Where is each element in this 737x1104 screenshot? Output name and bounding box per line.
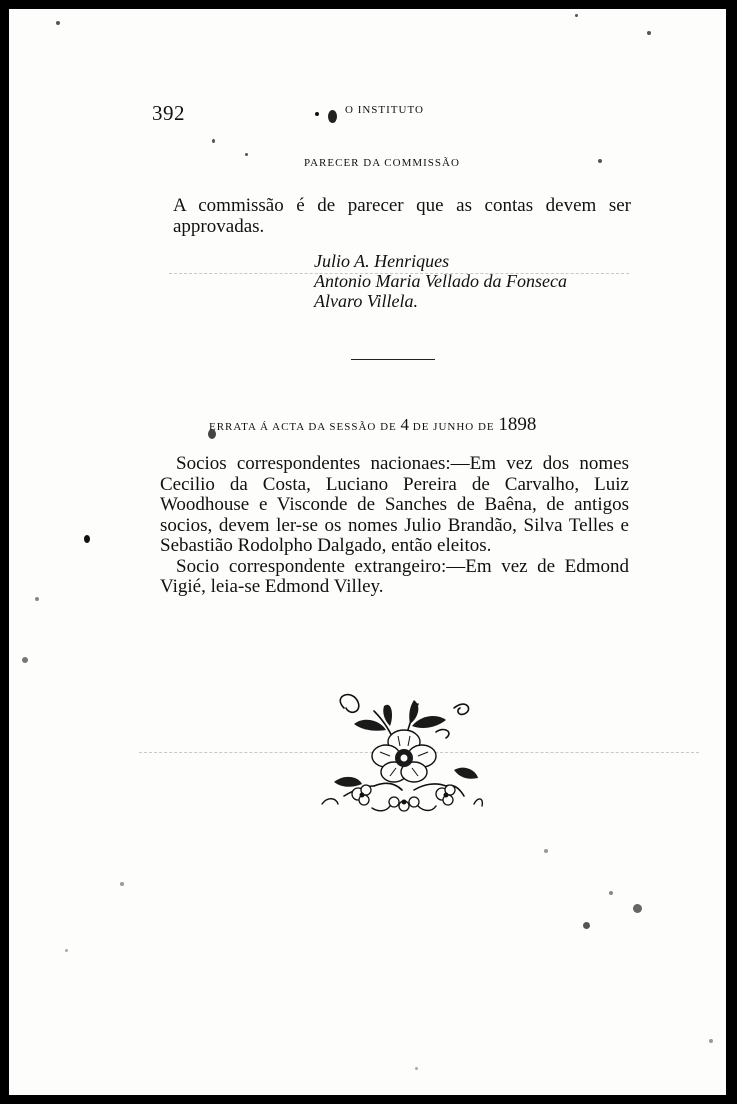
scan-speck	[212, 139, 215, 143]
scan-speck	[120, 882, 124, 886]
page-number: 392	[152, 101, 185, 125]
scan-speck	[544, 849, 548, 853]
scan-speck	[22, 657, 28, 663]
scan-speck	[415, 1067, 418, 1070]
section-title: PARECER DA COMMISSÃO	[304, 157, 460, 169]
errata-title-day: 4	[400, 415, 409, 434]
floral-ornament	[314, 686, 484, 816]
scan-speck	[633, 904, 642, 913]
signatures-block	[314, 251, 567, 311]
scan-speck	[709, 1039, 713, 1043]
scan-speck	[65, 949, 68, 952]
errata-title-prefix: ERRATA Á ACTA DA SESSÃO DE	[209, 421, 397, 433]
scan-speck	[575, 14, 578, 17]
scan-speck	[609, 891, 613, 895]
scan-speck	[56, 21, 60, 25]
opinion-paragraph: A commissão é de parecer que as contas devem ser approvadas.	[173, 195, 631, 237]
scan-speck	[245, 153, 248, 156]
ink-blot	[328, 110, 337, 123]
running-head: O INSTITUTO	[345, 104, 424, 116]
signatory: Alvaro Villela.	[314, 291, 418, 311]
margin-bullet	[84, 535, 90, 543]
header-dot	[315, 112, 319, 116]
section-divider	[351, 359, 435, 360]
errata-paragraph: Socios correspondentes nacionaes:—Em vez dos nomes Cecilio da Costa, Luciano Pereira de Carvalho, Luiz Woodhouse e Visconde de Sanches de Baêna, de antigos socios, devem ler-se os nomes Julio Brandão, Silva Telles e Sebastião Rodolpho Dalgado, então eleitos.	[160, 453, 629, 556]
signatory: Julio A. Henriques	[314, 251, 450, 271]
scan-speck	[35, 597, 39, 601]
scan-speck	[598, 159, 602, 163]
errata-title-year: 1898	[498, 414, 537, 435]
signatory: Antonio Maria Vellado da Fonseca	[314, 271, 567, 291]
errata-body	[160, 454, 629, 598]
errata-paragraph: Socio correspondente extrangeiro:—Em vez de Edmond Vigié, leia-se Edmond Villey.	[160, 555, 629, 597]
errata-title-mid: DE JUNHO DE	[412, 421, 495, 433]
scanned-page	[9, 9, 726, 1095]
errata-title	[209, 414, 536, 436]
scan-speck	[583, 922, 590, 929]
scan-speck	[647, 31, 651, 35]
